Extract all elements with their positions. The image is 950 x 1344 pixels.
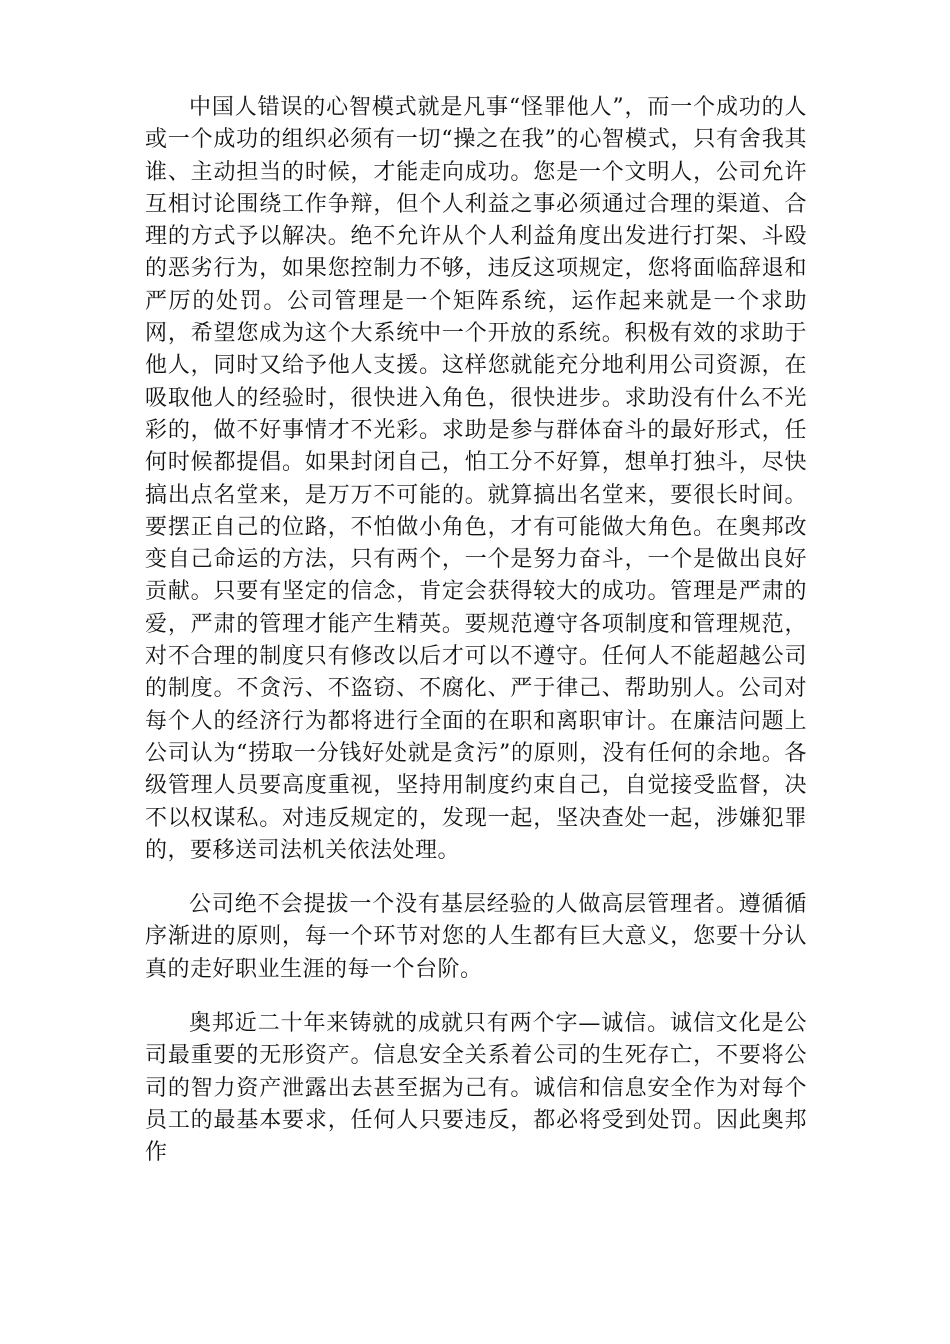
paragraph-3: 奥邦近二十年来铸就的成就只有两个字—诚信。诚信文化是公司最重要的无形资产。信息安全关系着公司的生死存亡，不要将公司的智力资产泄露出去甚至据为己有。诚信和信息安全作为对每个员工的最基本要求，任何人只要违反，都必将受到处罚。因此奥邦作: [145, 1011, 807, 1166]
paragraph-2: 公司绝不会提拔一个没有基层经验的人做高层管理者。遵循循序渐进的原则，每一个环节对您的人生都有巨大意义，您要十分认真的走好职业生涯的每一个台阶。: [145, 892, 807, 982]
document-body: [145, 92, 807, 1192]
paragraph-1: 中国人错误的心智模式就是凡事“怪罪他人”，而一个成功的人或一个成功的组织必须有一切“操之在我”的心智模式，只有舍我其谁、主动担当的时候，才能走向成功。您是一个文明人，公司允许互相讨论围绕工作争辩，但个人利益之事必须通过合理的渠道、合理的方式予以解决。绝不允许从个人利益角度出发进行打架、斗殴的恶劣行为，如果您控制力不够，违反这项规定，您将面临辞退和严厉的处罚。公司管理是一个矩阵系统，运作起来就是一个求助网，希望您成为这个大系统中一个开放的系统。积极有效的求助于他人，同时又给予他人支援。这样您就能充分地利用公司资源，在吸取他人的经验时，很快进入角色，很快进步。求助没有什么不光彩的，做不好事情才不光彩。求助是参与群体奋斗的最好形式，任何时候都提倡。如果封闭自己，怕工分不好算，想单打独斗，尽快搞出点名堂来，是万万不可能的。就算搞出名堂来，要很长时间。要摆正自己的位路，不怕做小角色，才有可能做大角色。在奥邦改变自己命运的方法，只有两个，一个是努力奋斗，一个是做出良好贡献。只要有坚定的信念，肯定会获得较大的成功。管理是严肃的爱，严肃的管理才能产生精英。要规范遵守各项制度和管理规范，对不合理的制度只有修改以后才可以不遵守。任何人不能超越公司的制度。不贪污、不盗窃、不腐化、严于律己、帮助别人。公司对每个人的经济行为都将进行全面的在职和离职审计。在廉洁问题上公司认为“捞取一分钱好处就是贪污”的原则，没有任何的余地。各级管理人员要高度重视，坚持用制度约束自己，自觉接受监督，决不以权谋私。对违反规定的，发现一起，坚决查处一起，涉嫌犯罪的，要移送司法机关依法处理。: [145, 95, 807, 863]
